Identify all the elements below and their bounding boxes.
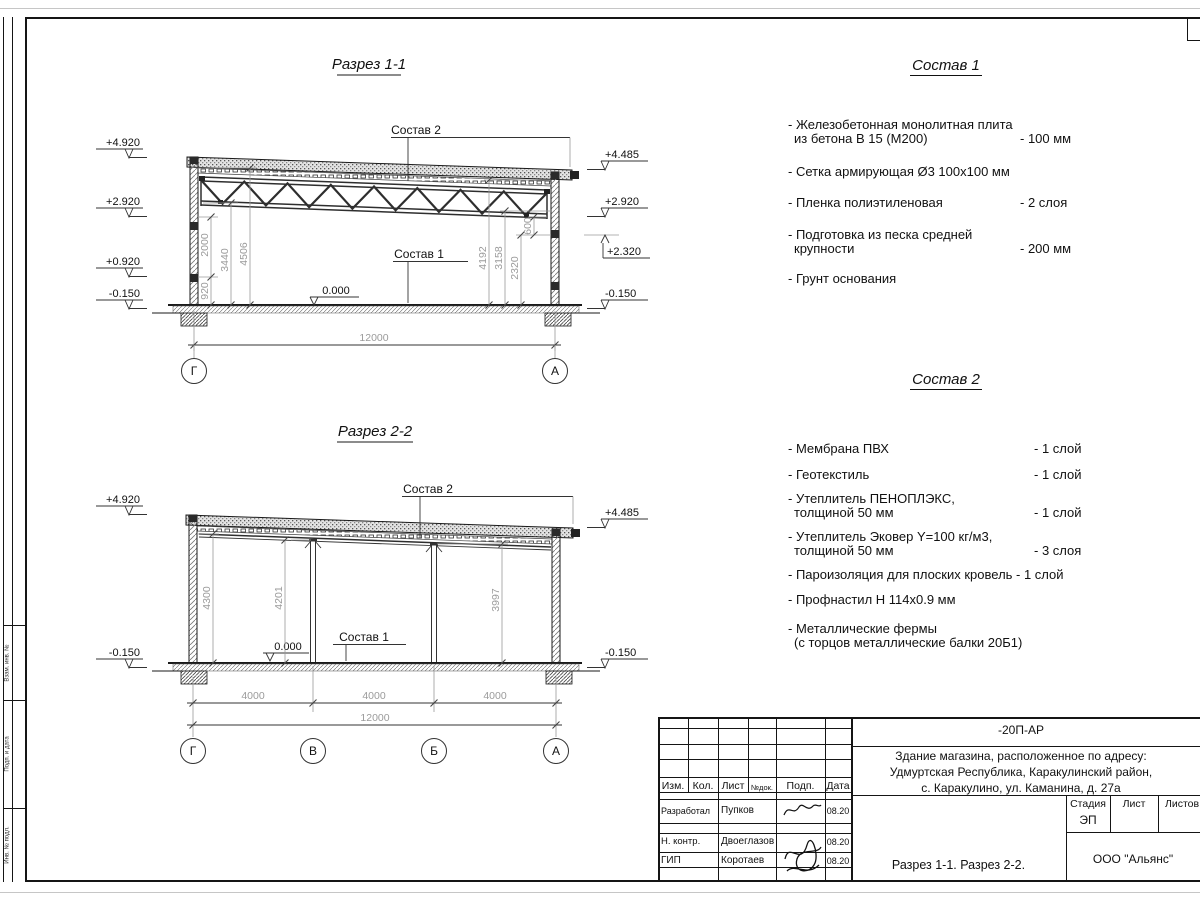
dim-value: 2000 (199, 233, 211, 257)
item-value: - 1 слой (1034, 467, 1082, 482)
elevation-label: -0.150 (605, 647, 637, 659)
bottom-dims-axes (181, 666, 569, 764)
sidebar-label: Подп. и дата (4, 736, 11, 772)
item-line: - Подготовка из песка средней (788, 227, 973, 242)
elevation-marks-left (96, 137, 147, 309)
dim-span: 4000 (362, 690, 386, 702)
tb-sheet-label: Лист (1122, 798, 1146, 810)
composition-leaders (263, 482, 573, 661)
list-item (788, 272, 1118, 286)
composition1-title (846, 57, 1046, 74)
list-item (788, 468, 1118, 482)
dim-chains-right (477, 177, 551, 309)
axis-letter: Г (189, 744, 197, 758)
dim-total: 12000 (360, 712, 390, 724)
floor-slab (152, 305, 600, 326)
sidebar-label: Инв. № подл. (4, 826, 11, 864)
list-item (788, 622, 1118, 650)
sidebar-block-vzam (3, 625, 12, 700)
item-line: - Утеплитель Эковер Y=100 кг/м3, (788, 529, 993, 544)
tb-name: Коротаев (721, 855, 765, 866)
tb-date: 08.20 (826, 806, 850, 816)
dim-span: 4000 (483, 690, 507, 702)
item-line: - Металлические фермы (788, 621, 937, 636)
elevation-label: -0.150 (605, 288, 637, 300)
composition1-list (788, 118, 1118, 286)
wall-left (190, 157, 198, 305)
dim-value: 600 (522, 217, 534, 235)
item-line: (с торцов металлические балки 20Б1) (794, 635, 1023, 650)
elevation-label: +0.920 (106, 256, 140, 268)
tb-col-list: Лист (721, 780, 745, 792)
list-item (788, 568, 1118, 582)
axis-letter: В (308, 744, 318, 758)
elevation-label: +2.320 (607, 246, 641, 258)
item-line: - Пароизоляция для плоских кровель (788, 567, 1013, 582)
item-value: - 1 слой (1016, 567, 1064, 582)
item-line: - Геотекстиль (788, 467, 870, 482)
elevation-label: +2.920 (106, 196, 140, 208)
dim-total: 12000 (359, 332, 389, 344)
item-line: толщиной 50 мм (794, 543, 894, 558)
dim-span: 4000 (241, 690, 265, 702)
item-line: из бетона В 15 (М200) (794, 131, 928, 146)
tb-name: Пупков (721, 805, 754, 816)
elevation-label: +2.920 (605, 196, 639, 208)
tb-company: ООО "Альянс" (1092, 852, 1174, 866)
wall-right (552, 529, 560, 663)
elevation-label: +4.920 (106, 494, 140, 506)
sidebar-block-inv (3, 808, 12, 882)
sidebar-label: Взам. инв. № (4, 643, 11, 682)
item-line: толщиной 50 мм (794, 505, 894, 520)
elevation-label: +4.485 (605, 507, 639, 519)
dim-value: 4506 (238, 242, 250, 266)
list-item (788, 492, 1118, 520)
column-axis-b (426, 543, 442, 663)
tb-object-line2: Удмуртская Республика, Каракулинский район, (889, 765, 1153, 779)
elevation-label: -0.150 (108, 288, 140, 300)
elevation-label: +4.920 (106, 137, 140, 149)
elevation-label: -0.150 (108, 647, 140, 659)
tb-col-izm: Изм. (661, 780, 685, 792)
tb-role: Разработал (661, 806, 710, 816)
tb-doc-code: -20П-АР (998, 723, 1044, 737)
item-line: - Железобетонная монолитная плита (788, 117, 1013, 132)
leader-label: Состав 2 (391, 123, 441, 137)
dim-chains-vertical (197, 531, 508, 667)
bottom-dims-axes (182, 311, 568, 384)
item-line: - Пленка полиэтиленовая (788, 195, 943, 210)
tb-date: 08.20 (826, 837, 850, 847)
elevation-marks-right (587, 507, 648, 668)
section-title: Разрез 2-2 (337, 423, 413, 440)
tb-name: Двоеглазов (721, 836, 775, 847)
dim-value: 3158 (493, 246, 505, 270)
sidebar-line (12, 17, 13, 882)
tb-stage-label: Стадия (1070, 798, 1106, 810)
item-line: - Сетка армирующая Ø3 100х100 мм (788, 164, 1010, 179)
composition2-title-text: Состав 2 (912, 371, 980, 388)
section-title: Разрез 1-1 (331, 56, 407, 73)
item-line: - Утеплитель ПЕНОПЛЭКС, (788, 491, 955, 506)
sidebar-block-podp (3, 700, 12, 808)
corner-stamp-line (1187, 17, 1188, 40)
tb-col-kol: Кол. (692, 780, 714, 792)
leader-label: Состав 1 (394, 247, 444, 261)
item-line: - Мембрана ПВХ (788, 441, 889, 456)
dim-value: 2320 (509, 256, 521, 280)
column-axis-v (305, 539, 321, 663)
dim-value: 3997 (490, 588, 502, 612)
axis-letter: А (551, 744, 561, 758)
item-value: - 1 слой (1034, 441, 1082, 456)
item-value: - 1 слой (1034, 505, 1082, 520)
axis-letter: А (550, 364, 560, 378)
section-1-1-drawing (80, 40, 660, 400)
zero-level-label: 0.000 (274, 641, 302, 653)
tb-object-line1: Здание магазина, расположенное по адресу: (895, 749, 1147, 763)
corner-stamp-line (1187, 40, 1200, 41)
elevation-marks-right (584, 149, 650, 309)
list-item (788, 196, 1118, 210)
item-line: крупности (794, 241, 855, 256)
tb-sheets-label: Листов (1164, 798, 1200, 810)
list-item (788, 442, 1118, 456)
composition2-title (846, 371, 1046, 388)
tb-col-ndok: №док. (751, 783, 773, 792)
item-value: - 2 слоя (1020, 195, 1068, 210)
tb-col-podp: Подп. (786, 780, 815, 792)
dim-value: 4192 (477, 246, 489, 270)
leader-label: Состав 2 (403, 482, 453, 496)
tb-stage-value: ЭП (1079, 813, 1097, 827)
list-item (788, 165, 1118, 179)
dim-value: 920 (199, 282, 211, 300)
zero-level-label: 0.000 (322, 285, 350, 297)
tb-role: ГИП (661, 855, 681, 866)
item-line: - Грунт основания (788, 271, 897, 286)
tb-role: Н. контр. (661, 836, 701, 847)
leader-label: Состав 1 (339, 630, 389, 644)
dim-value: 4300 (201, 586, 213, 610)
item-value: - 3 слоя (1034, 543, 1082, 558)
dim-value: 3440 (219, 248, 231, 272)
section2-title (337, 423, 413, 442)
item-line: - Профнастил Н 114х0.9 мм (788, 592, 956, 607)
item-value: - 200 мм (1020, 241, 1072, 256)
elevation-marks-left (96, 494, 147, 668)
dim-value: 4201 (273, 586, 285, 610)
paper-edge-bottom (0, 892, 1200, 893)
elevation-label: +4.485 (605, 149, 639, 161)
list-item (788, 228, 1118, 256)
tb-object-line3: с. Каракулино, ул. Каманина, д. 27а (921, 781, 1121, 795)
composition2-list (788, 442, 1118, 650)
tb-sheet-title: Разрез 1-1. Разрез 2-2. (891, 858, 1026, 872)
item-value: - 100 мм (1020, 131, 1072, 146)
list-item (788, 118, 1118, 146)
tb-col-data: Дата (826, 780, 850, 792)
axis-letter: Г (190, 364, 198, 378)
section-2-2-drawing (80, 420, 660, 780)
axis-letter: Б (430, 744, 438, 758)
paper-edge-top (0, 8, 1200, 9)
roof-assembly (186, 515, 580, 550)
floor-slab (152, 663, 600, 684)
section1-title (332, 56, 406, 75)
list-item (788, 530, 1118, 558)
list-item (788, 593, 1118, 607)
signatures (777, 797, 824, 882)
tb-date: 08.20 (826, 856, 850, 866)
composition1-title-text: Состав 1 (912, 57, 980, 74)
wall-right (551, 172, 559, 305)
wall-left (189, 515, 197, 663)
